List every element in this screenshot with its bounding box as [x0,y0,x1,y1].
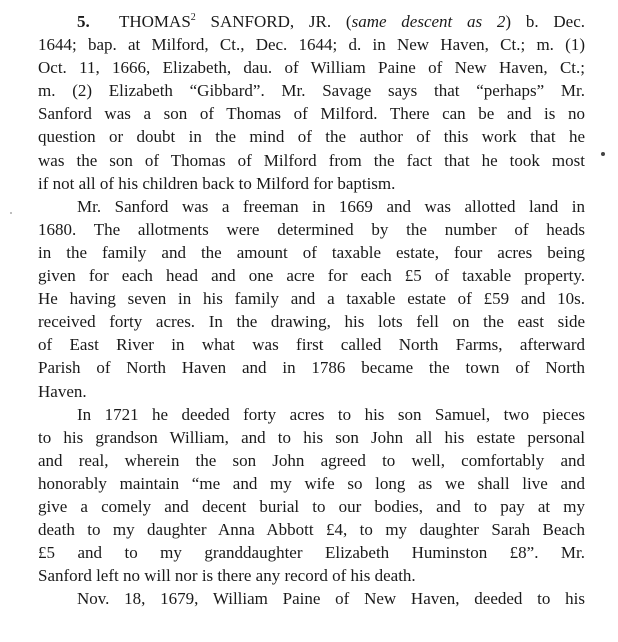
text-line: m. (2) Elizabeth “Gibbard”. Mr. Savage says that “perhaps” Mr. [38,81,585,101]
paragraph [38,33,585,195]
text-line: if not all of his children back to Milford for baptism. [38,173,396,193]
text-line: was the son of Thomas of Milford from the fact that he took most [38,150,585,170]
text-line: Oct. 11, 1666, Elizabeth, dau. of William Paine of New Haven, Ct.; [38,58,585,78]
text-line: give a comely and decent burial to our bodies, and to pay at my [38,496,585,516]
text-line: Sanford left no will nor is there any record of his death. [38,566,416,586]
entry-line1-rest: ) b. Dec. [505,12,585,31]
text-line: He having seven in his family and a taxable estate of £59 and 10s. [38,289,585,309]
text-line: of East River in what was first called North Farms, afterward [38,335,585,355]
text-line: question or doubt in the mind of the author of this work that he [38,127,585,147]
text-line: received forty acres. In the drawing, his lots fell on the east side [38,312,585,332]
text-line: to his grandson William, and to his son John all his estate personal [38,427,585,447]
text-line: Mr. Sanford was a freeman in 1669 and was allotted land in [77,196,585,216]
text-line: honorably maintain “me and my wife so long as we shall live and [38,473,585,493]
scan-speck [10,212,12,214]
descent-note: same descent as 2 [351,12,506,31]
text-line: Sanford was a son of Thomas of Milford. There can be and is no [38,104,585,124]
text-line: 1680. The allotments were determined by the number of heads [38,219,585,239]
scan-speck [601,152,605,156]
entry-heading-line [38,10,585,33]
paragraph [38,403,585,588]
text-line: given for each head and one acre for each £5 of taxable property. [38,266,585,286]
entry-name-rest: SANFORD, JR. ( [195,12,352,31]
document-page [38,10,585,610]
paragraphs [38,195,585,611]
text-line: Nov. 18, 1679, William Paine of New Haven, deeded to his [77,589,585,609]
entry-name: THOMAS [118,12,191,31]
text-line: death to my daughter Anna Abbott £4, to my daughter Sarah Beach [38,520,585,540]
text-line: 1644; bap. at Milford, Ct., Dec. 1644; d. in New Haven, Ct.; m. (1) [38,35,585,55]
paragraph [38,195,585,403]
generation-superscript: 2 [190,12,196,23]
entry-number: 5. [77,12,90,31]
text-line: £5 and to my granddaughter Elizabeth Huminston £8”. Mr. [38,543,585,563]
paragraph [38,587,585,610]
text-line: and real, wherein the son John agreed to well, comfortably and [38,450,585,470]
text-line: in the family and the amount of taxable estate, four acres being [38,242,585,262]
text-line: In 1721 he deeded forty acres to his son Samuel, two pieces [77,404,585,424]
text-line: Haven. [38,381,87,401]
text-line: Parish of North Haven and in 1786 became the town of North [38,358,585,378]
